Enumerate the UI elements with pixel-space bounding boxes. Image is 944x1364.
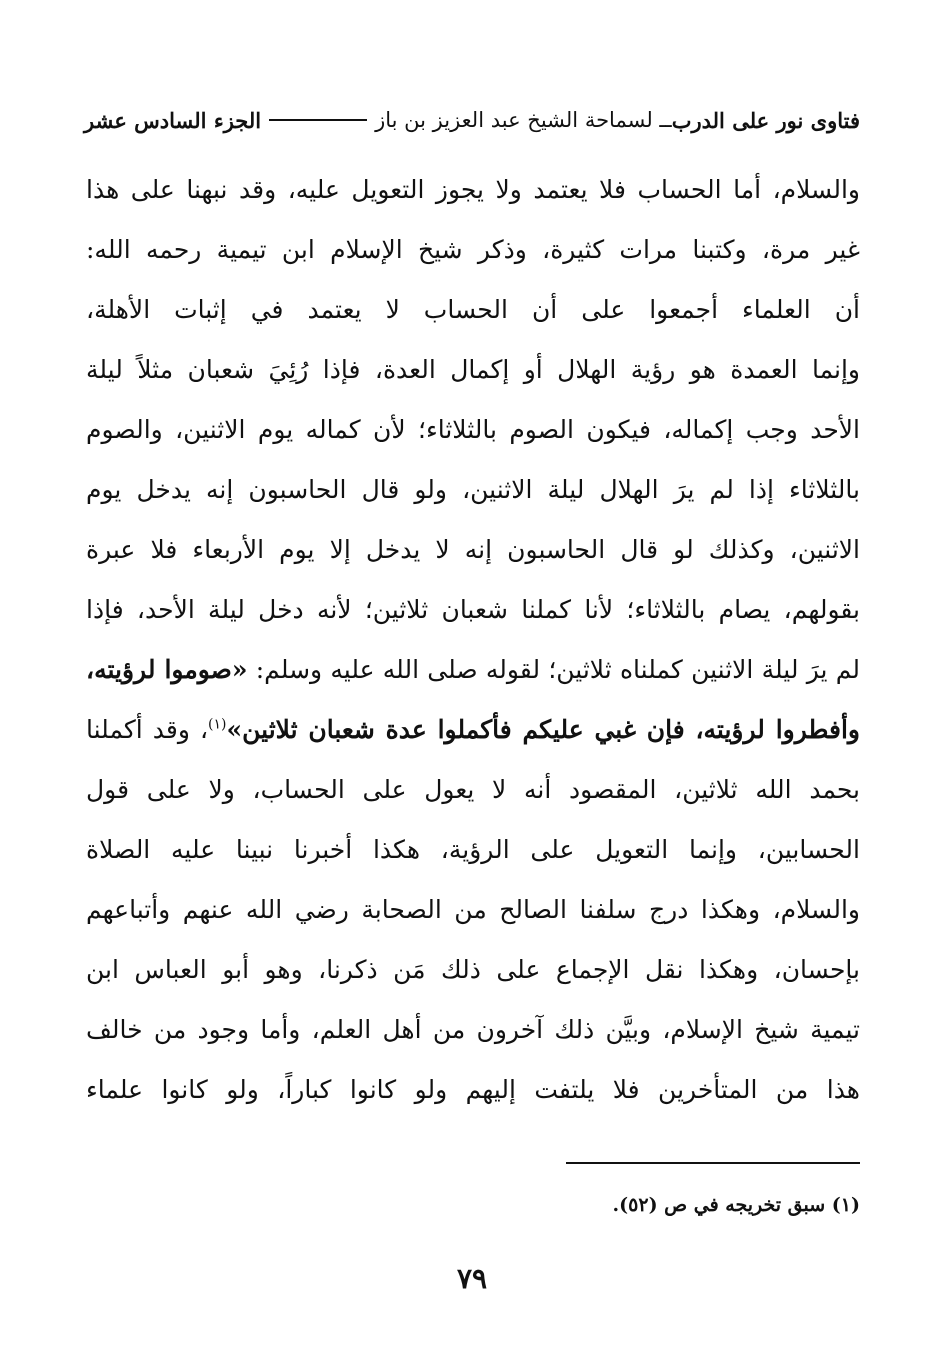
text-line: الأحد وجب إكماله، فيكون الصوم بالثلاثاء؛ لأن كماله يوم الاثنين، والصوم	[86, 415, 860, 444]
text-line: الاثنين، وكذلك لو قال الحاسبون إنه لا يدخل إلا يوم الأربعاء فلا عبرة	[86, 535, 860, 564]
page-number: ٧٩	[456, 1262, 488, 1295]
text-line: لم يرَ ليلة الاثنين كملناه ثلاثين؛ لقوله صلى الله عليه وسلم: «صوموا لرؤيته،	[86, 655, 860, 684]
text-line: غير مرة، وكتبنا مرات كثيرة، وذكر شيخ الإسلام ابن تيمية رحمه الله:	[86, 235, 860, 264]
body-text	[86, 160, 860, 1120]
text-line: بحمد الله ثلاثين، المقصود أنه لا يعول على الحساب، ولا على قول	[86, 775, 860, 804]
footnote: (١) سبق تخريجه في ص (٥٢).	[612, 1194, 860, 1216]
text-line: بالثلاثاء إذا لم يرَ الهلال ليلة الاثنين، ولو قال الحاسبون إنه يدخل يوم	[86, 475, 860, 504]
text-line: بقولهم، يصام بالثلاثاء؛ لأنا كملنا شعبان ثلاثين؛ لأنه دخل ليلة الأحد، فإذا	[86, 595, 860, 624]
text-line: والسلام، وهكذا درج سلفنا الصالح من الصحابة رضي الله عنهم وأتباعهم	[86, 895, 860, 924]
text-line: تيمية شيخ الإسلام، وبيَّن ذلك آخرون من أهل العلم، وأما وجود من خالف	[86, 1015, 860, 1044]
text-line: الحسابين، وإنما التعويل على الرؤية، هكذا أخبرنا نبينا عليه الصلاة	[86, 835, 860, 864]
text-line: وإنما العمدة هو رؤية الهلال أو إكمال العدة، فإذا رُئِيَ شعبان مثلاً ليلة	[86, 355, 860, 384]
text-line: والسلام، أما الحساب فلا يعتمد ولا يجوز التعويل عليه، وقد نبهنا على هذا	[86, 175, 860, 204]
footnote-ref: (١)	[208, 716, 227, 733]
hadith-quote: وأفطروا لرؤيته، فإن غبي عليكم فأكملوا عدة شعبان ثلاثين»	[226, 715, 860, 744]
footnote-separator	[566, 1162, 860, 1164]
author-name: ــ لسماحة الشيخ عبد العزيز بن باز	[375, 108, 672, 132]
header-rule	[269, 119, 367, 121]
text-line: أن العلماء أجمعوا على أن الحساب لا يعتمد في إثبات الأهلة،	[86, 295, 860, 324]
part-label: الجزء السادس عشر	[84, 107, 262, 133]
text-line: هذا من المتأخرين فلا يلتفت إليهم ولو كانوا كباراً، ولو كانوا علماء	[86, 1075, 860, 1104]
hadith-quote: «صوموا لرؤيته،	[86, 655, 248, 684]
book-title: فتاوى نور على الدرب	[671, 107, 860, 133]
running-header	[84, 102, 860, 138]
text-line: بإحسان، وهكذا نقل الإجماع على ذلك مَن ذكرنا، وهو أبو العباس ابن	[86, 955, 860, 984]
text-line: وأفطروا لرؤيته، فإن غبي عليكم فأكملوا عدة شعبان ثلاثين»$^{(١)}$، وقد أكملنا	[86, 715, 860, 744]
